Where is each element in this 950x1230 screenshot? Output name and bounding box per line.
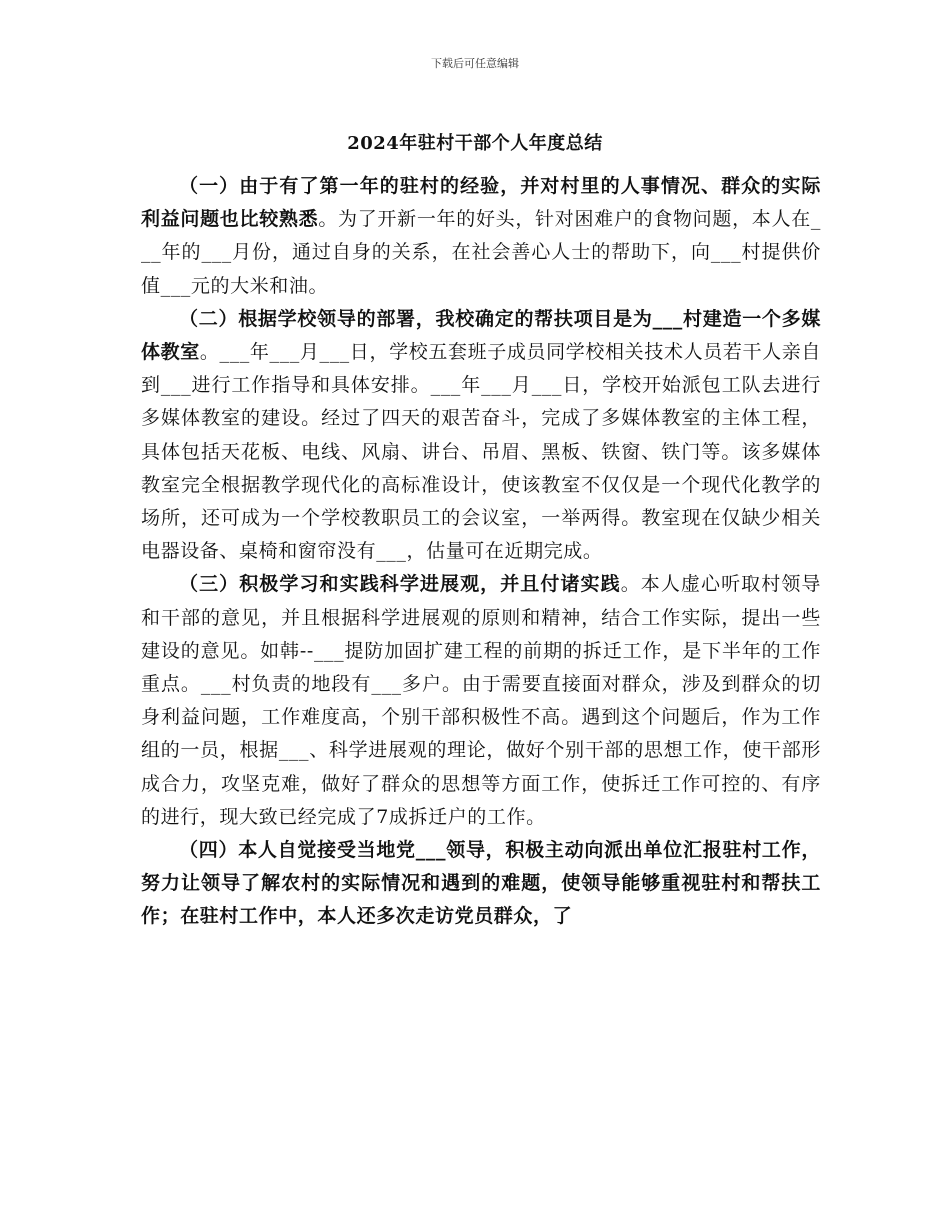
paragraph-4 [141, 834, 821, 934]
paragraph-2-heading: （二）根据学校领导的部署，我校确定的帮扶项目是为___村建造一个多媒体教室 [141, 307, 821, 364]
document-body [141, 170, 821, 934]
paragraph-1-text: 。为了开新一年的好头，针对困难户的食物问题，本人在___年的___月份，通过自身的关系，在社会善心人士的帮助下，向___村提供价值___元的大米和油。 [141, 208, 821, 297]
paragraph-3-text: 。本人虚心听取村领导和干部的意见，并且根据科学进展观的原则和精神，结合工作实际，提出一些建设的意见。如韩--___提防加固扩建工程的前期的拆迁工作，是下半年的工作重点。___村负责的地段有___多户。由于需要直接面对群众，涉及到群众的切身利益问题，工作难度高，个别干部积极性不高。遇到这个问题后，作为工作组的一员，根据___、科学进展观的理论，做好个别干部的思想工作，使干部形成合力，攻坚克难，做好了群众的思想等方面工作，使拆迁工作可控的、有序的进行，现大致已经完成了7成拆迁户的工作。 [141, 573, 821, 828]
paragraph-3-heading: （三）积极学习和实践科学进展观，并且付诸实践 [179, 573, 621, 596]
header-note: 下载后可任意编辑 [431, 57, 519, 70]
paragraph-2-text: 。___年___月___日，学校五套班子成员同学校相关技术人员若干人亲自到___进行工作指导和具体安排。___年___月___日，学校开始派包工队去进行多媒体教室的建设。经过了四天的艰苦奋斗，完成了多媒体教室的主体工程，具体包括天花板、电线、风扇、讲台、吊眉、黑板、铁窗、铁门等。该多媒体教室完全根据教学现代化的高标准设计，使该教室不仅仅是一个现代化教学的场所，还可成为一个学校教职员工的会议室，一举两得。教室现在仅缺少相关电器设备、桌椅和窗帘没有___，估量可在近期完成。 [141, 341, 821, 563]
paragraph-4-heading: （四）本人自觉接受当地党___领导，积极主动向派出单位汇报驻村工作，努力让领导了解农村的实际情况和遇到的难题，使领导能够重视驻村和帮扶工作；在驻村工作中，本人还多次走访党员群众，了 [141, 839, 821, 928]
paragraph-3 [141, 568, 821, 834]
paragraph-1 [141, 170, 821, 303]
paragraph-2 [141, 303, 821, 569]
document-title: 2024年驻村干部个人年度总结 [347, 133, 603, 154]
paragraph-1-heading: （一）由于有了第一年的驻村的经验，并对村里的人事情况、群众的实际利益问题也比较熟悉 [141, 175, 821, 231]
